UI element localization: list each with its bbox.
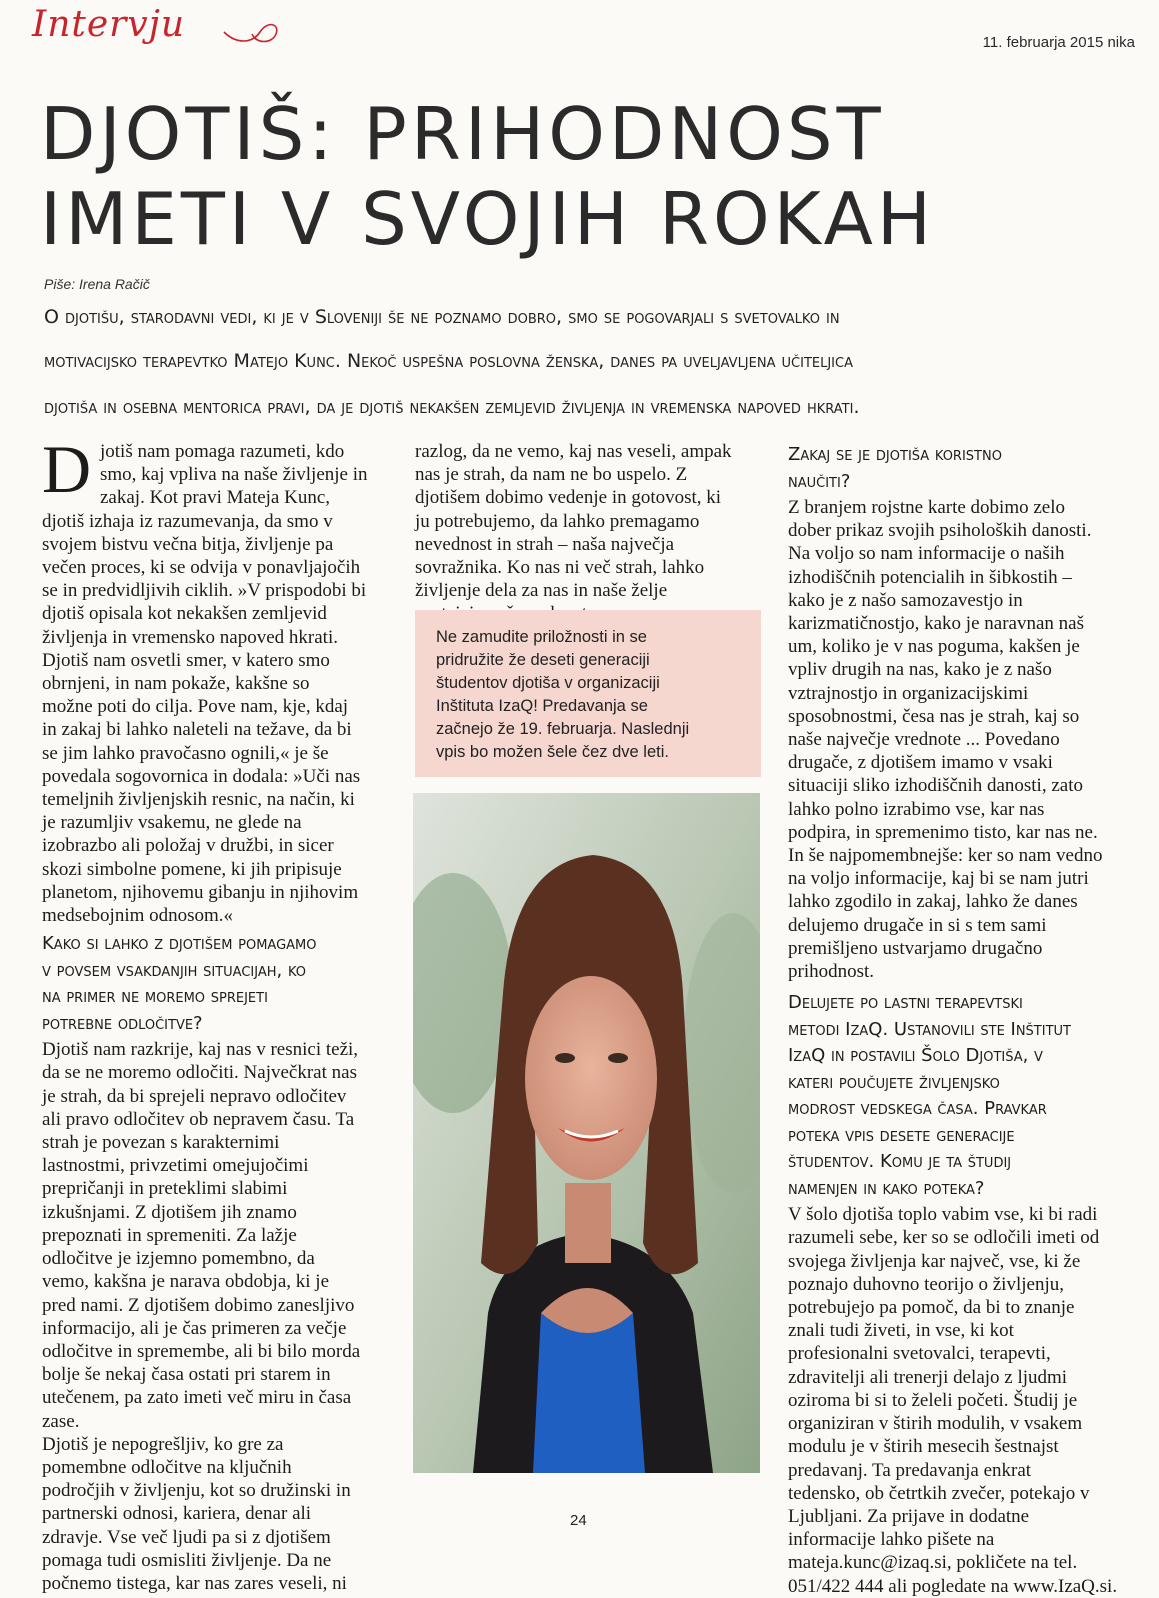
text-line: povedala sogovornica in dodala: »Uči nas — [42, 765, 361, 787]
text-line: vemo, kakšna je narava obdobja, ki je — [42, 1271, 330, 1293]
text-line: na voljo informacije, kaj bi se nam jutri — [788, 868, 1089, 890]
text-line: V šolo djotiša toplo vabim vse, ki bi radi — [788, 1204, 1098, 1226]
question-line: poteka vpis desete generacije — [788, 1124, 1015, 1146]
text-line: odločitve je izjemno pomembno, da — [42, 1248, 315, 1270]
text-line: premišljeno ustvarjamo drugačno — [788, 937, 1043, 959]
text-line: karizmatičnostjo, kako je naravnan naš — [788, 613, 1084, 635]
text-line: informacijo, ali je čas primeren za večje — [42, 1317, 347, 1339]
question-line: IzaQ in postavili Šolo Djotiša, v — [788, 1045, 1043, 1067]
text-line: situaciji sliko izhodiščnih danosti, zato — [788, 775, 1083, 797]
text-line: utečenem, pa zato imeti več miru in časa — [42, 1387, 352, 1409]
text-line: odločitve in spremembe, ali bi bilo morda — [42, 1340, 361, 1362]
text-line: in zakaj bi lahko naleteli na težave, da bi — [42, 719, 352, 741]
text-line: vpliv drugih na nas, kako je z našo — [788, 659, 1052, 681]
text-line: In še najpomembnejše: ker so nam vedno — [788, 845, 1103, 867]
text-line: nevednost in strah – naša največja — [415, 533, 675, 555]
callout-line: vpis bo možen šele čez dve leti. — [436, 743, 669, 761]
text-line: počnemo tistega, kar nas zares veseli, ni — [42, 1572, 347, 1594]
text-line: se in predvidljivih ciklih. »V prispodobi bi — [42, 580, 367, 602]
text-line: življenja in vremensko napoved hkrati. — [42, 626, 338, 648]
answer-paragraph — [788, 496, 1138, 983]
text-line: je strah, da bi sprejeli nepravo odločitev — [42, 1085, 347, 1107]
article-title-line-1: DJOTIŠ: PRIHODNOST — [40, 92, 885, 176]
article-column-1 — [42, 431, 392, 1595]
text-line: ali pravo odločitev ob nepravem času. Ta — [42, 1108, 355, 1130]
text-line: nas je strah, da nam ne bo uspelo. Z — [415, 464, 688, 486]
byline: Piše: Irena Račič — [44, 276, 150, 292]
text-line: strah je povezan s karakternimi — [42, 1132, 280, 1154]
text-line: lastnostmi, privzetimi omejujočimi — [42, 1155, 309, 1177]
question-line: modrost vedskega časa. Pravkar — [788, 1098, 1047, 1120]
text-line: Na voljo so nam informacije o naših — [788, 543, 1065, 565]
website-link[interactable]: 051/422 444 ali pogledate na www.IzaQ.si. — [788, 1575, 1118, 1597]
text-line: se jim lahko pravočasno ognili,« je še — [42, 742, 329, 764]
text-line: um, koliko je v nas poguma, kakšen je — [788, 636, 1080, 658]
text-line: področjih v življenju, kot so družinski in — [42, 1480, 351, 1502]
text-line: svojem bistvu večna bitja, življenje pa — [42, 533, 334, 555]
text-line: Djotiš je nepogrešljiv, ko gre za — [42, 1433, 284, 1455]
drop-cap: D — [42, 431, 92, 507]
question-line: v povsem vsakdanjih situacijah, ko — [42, 959, 307, 981]
text-line: ju potrebujemo, da lahko premagamo — [415, 510, 700, 532]
text-line: zakaj. Kot pravi Mateja Kunc, — [100, 487, 331, 509]
text-line: oziroma bi si to želeli početi. Študij je — [788, 1389, 1078, 1411]
text-line: razumeli sebe, ker so se odločili imeti od — [788, 1227, 1100, 1249]
text-line: medsebojnim odnosom.« — [42, 905, 234, 927]
text-line: življenje dela za nas in naše želje — [415, 580, 668, 602]
question-line: metodi IzaQ. Ustanovili ste Inštitut — [788, 1018, 1071, 1040]
text-line: modulu je v štirih mesecih šestnajst — [788, 1436, 1059, 1458]
text-line: informacije lahko pišete na — [788, 1529, 995, 1551]
question-heading — [788, 443, 1138, 493]
text-line: lahko zgodilo in zakaj, lahko že danes — [788, 891, 1078, 913]
text-line: zase. — [42, 1410, 80, 1432]
text-line: djotiš opisala kot nekakšen zemljevid — [42, 603, 327, 625]
text-line: skozi simbolne pomene, ki jih pripisuje — [42, 858, 342, 880]
text-line: pomaga tudi osmisliti življenje. Da ne — [42, 1549, 332, 1571]
text-line: obrnjeni, in nam pokaže, kakšne so — [42, 673, 310, 695]
text-line: zdravje. Vse več ljudi pa si z djotišem — [42, 1526, 331, 1548]
text-line: naše največje vrednote ... Povedano — [788, 729, 1060, 751]
text-line: svojega življenja kar največ, vse, ki že — [788, 1250, 1081, 1272]
question-heading — [788, 991, 1138, 1200]
text-line: temeljnih življenjskih resnic, na način, ki — [42, 789, 355, 811]
text-line: pomembne odločitve na ključnih — [42, 1456, 292, 1478]
question-line: študentov. Komu je ta študij — [788, 1151, 1012, 1173]
text-line: potrebujejo pa pomoč, da bi to znanje — [788, 1297, 1075, 1319]
text-line: poznajo duhovno teorijo o življenju, — [788, 1273, 1064, 1295]
intro-paragraph — [42, 431, 392, 927]
article-column-2 — [415, 440, 760, 626]
text-line: možne poti do cilja. Pove nam, kje, kdaj — [42, 696, 349, 718]
text-line: Ljubljani. Za prijave in dodatne — [788, 1505, 1030, 1527]
answer-paragraph — [42, 1038, 392, 1595]
text-line: tedensko, ob četrtkih zvečer, potekajo v — [788, 1482, 1090, 1504]
lead-line: O djotišu, starodavni vedi, ki je v Sloveniji še ne poznamo dobro, smo se pogovarjali s svetovalko in — [44, 306, 840, 328]
text-line: razlog, da ne vemo, kaj nas veseli, ampak — [415, 441, 732, 462]
text-line: da se ne moremo odločiti. Največkrat nas — [42, 1062, 357, 1084]
text-line: sposobnostmi, česa nas je strah, kaj so — [788, 705, 1080, 727]
text-line: prihodnost. — [788, 961, 875, 983]
text-line: Djotiš nam osvetli smer, v katero smo — [42, 649, 330, 671]
article-column-3 — [788, 440, 1138, 1598]
text-line: Djotiš nam razkrije, kaj nas v resnici teži, — [42, 1039, 359, 1061]
article-title-line-2: IMETI V SVOJIH ROKAH — [40, 177, 935, 261]
question-line: kateri poučujete življenjsko — [788, 1071, 1000, 1093]
logo-flourish-icon — [222, 14, 282, 50]
callout-line: Ne zamudite priložnosti in se — [436, 628, 647, 646]
section-logo: Intervju — [32, 4, 186, 45]
email-link[interactable]: mateja.kunc@izaq.si, pokličete na tel. — [788, 1552, 1078, 1574]
text-line: predavanj. Ta predavanja enkrat — [788, 1459, 1032, 1481]
text-line: planetom, njihovemu gibanju in njihovim — [42, 881, 359, 903]
question-line: Delujete po lastni terapevtski — [788, 992, 1023, 1014]
text-line: smo, kaj vpliva na naše življenje in — [100, 464, 368, 486]
question-line: potrebne odločitve? — [42, 1012, 203, 1034]
text-line: vztrajnostjo in organizacijskimi — [788, 682, 1029, 704]
text-line: kako je z našo samozavestjo in — [788, 589, 1023, 611]
text-line: izhodiščnih potencialih in šibkostih – — [788, 566, 1072, 588]
answer-paragraph — [788, 1203, 1138, 1597]
page-number: 24 — [570, 1512, 587, 1529]
text-line: djotišem dobimo vedenje in gotovost, ki — [415, 487, 722, 509]
text-line: večen proces, ki se odvija v ponavljajočih — [42, 557, 361, 579]
lead-line: djotiša in osebna mentorica pravi, da je djotiš nekakšen zemljevid življenja in vremenska napoved hkrati. — [44, 396, 860, 418]
portrait-photo — [413, 793, 760, 1473]
question-line: namenjen in kako poteka? — [788, 1177, 985, 1199]
text-line: bolje še nekaj časa ostati pri starem in — [42, 1364, 331, 1386]
text-line: izkušnjami. Z djotišem jih znamo — [42, 1201, 297, 1223]
text-line: profesionalni svetovalci, terapevti, — [788, 1343, 1051, 1365]
text-line: drugače, z djotišem imamo v vsaki — [788, 752, 1053, 774]
text-line: delujemo drugače in si s tem sami — [788, 914, 1047, 936]
text-line: Z branjem rojstne karte dobimo zelo — [788, 497, 1065, 518]
text-line: prepoznati in spremeniti. Za lažje — [42, 1224, 297, 1246]
issue-date: 11. februarja 2015 nika — [982, 34, 1135, 51]
lead-line: motivacijsko terapevtko Matejo Kunc. Nekoč uspešna poslovna ženska, danes pa uveljavljena učiteljica — [44, 350, 853, 372]
text-line: sovražnika. Ko nas ni več strah, lahko — [415, 557, 705, 579]
question-line: na primer ne moremo sprejeti — [42, 986, 268, 1008]
callout-text — [436, 626, 689, 764]
text-line: je razumljiv vsakemu, ne glede na — [42, 812, 302, 834]
callout-line: začnejo že 19. februarja. Naslednji — [436, 720, 690, 738]
question-line: naučiti? — [788, 470, 851, 492]
text-line: prepričanji in preteklimi slabimi — [42, 1178, 288, 1200]
text-line: djotiš izhaja iz razumevanja, da smo v — [42, 510, 333, 532]
question-heading — [42, 932, 392, 1035]
text-line: lahko polno izrabimo vse, kar nas — [788, 798, 1045, 820]
text-line: pred nami. Z djotišem dobimo zanesljivo — [42, 1294, 355, 1316]
callout-line: pridružite že deseti generaciji — [436, 651, 650, 669]
question-line: Zakaj se je djotiša koristno — [788, 444, 1002, 465]
text-line: zdravitelji ali trenerji delajo z ljudmi — [788, 1366, 1068, 1388]
callout-line: študentov djotiša v organizaciji — [436, 674, 660, 692]
text-line: partnerski odnosi, kariera, denar ali — [42, 1503, 312, 1525]
text-line: jotiš nam pomaga razumeti, kdo — [100, 441, 345, 462]
text-line: znali tudi živeti, in vse, ki kot — [788, 1320, 1014, 1342]
text-line: podpira, in spremenimo tisto, kar nas ne. — [788, 821, 1098, 843]
text-line: organiziran v štirih modulih, v vsakem — [788, 1413, 1083, 1435]
text-line: izobrazbo ali položaj v družbi, in sicer — [42, 835, 334, 857]
question-line: Kako si lahko z djotišem pomagamo — [42, 933, 317, 955]
text-line: dober prikaz svojih psiholoških danosti. — [788, 520, 1092, 542]
callout-line: Inštituta IzaQ! Predavanja se — [436, 697, 648, 715]
